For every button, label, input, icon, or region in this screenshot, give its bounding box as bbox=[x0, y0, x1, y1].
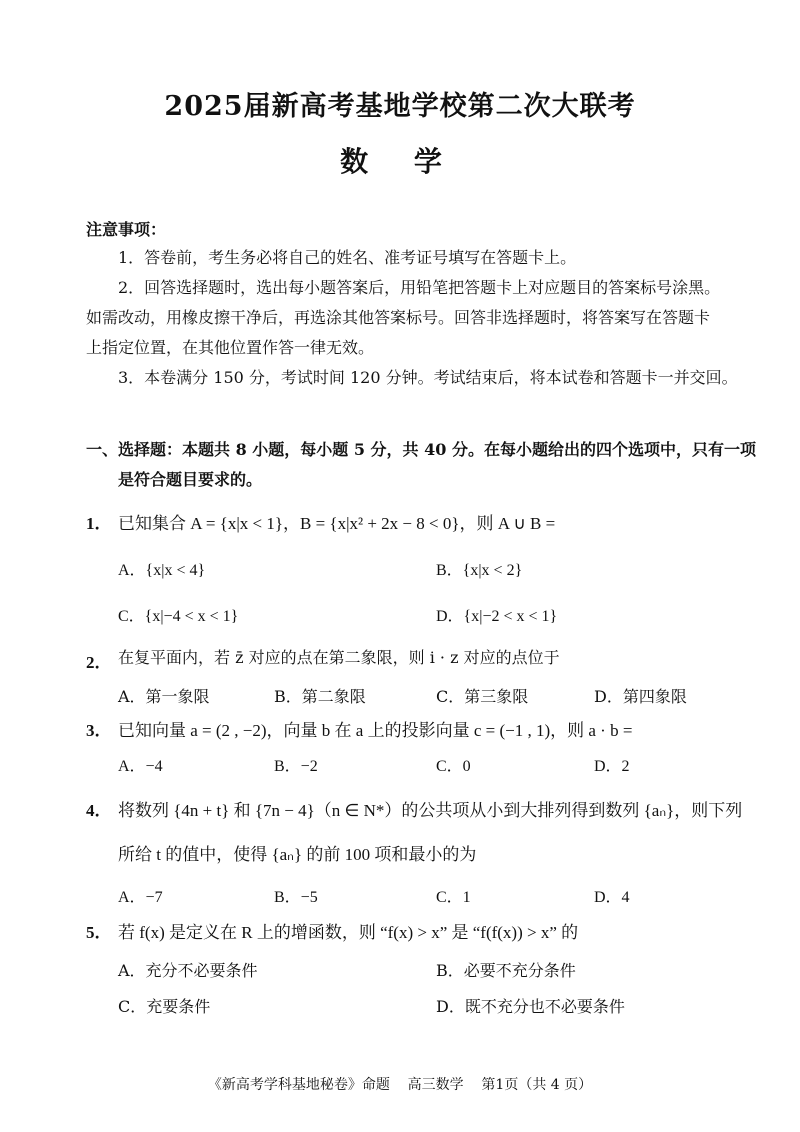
question-5-number: 5． bbox=[86, 923, 112, 942]
question-2-option-b: B．第二象限 bbox=[274, 687, 366, 706]
question-2-number: 2． bbox=[86, 653, 112, 672]
note-item-2-line-1: 2．回答选择题时，选出每小题答案后，用铅笔把答题卡上对应题目的答案标号涂黑。 bbox=[118, 278, 721, 297]
section-1-heading-line-2: 是符合题目要求的。 bbox=[118, 470, 263, 489]
question-4-option-d: D．4 bbox=[594, 889, 630, 906]
question-3-option-d: D．2 bbox=[594, 758, 630, 775]
question-2-option-a: A．第一象限 bbox=[118, 687, 210, 706]
page-footer: 《新高考学科基地秘卷》命题 高三数学 第1页（共 4 页） bbox=[207, 1077, 593, 1093]
question-4-stem-line-2: 所给 t 的值中，使得 {aₙ} 的前 100 项和最小的为 bbox=[118, 845, 477, 864]
question-3-option-a: A．−4 bbox=[118, 758, 163, 775]
question-4-number: 4． bbox=[86, 801, 112, 820]
question-3-option-b: B．−2 bbox=[274, 758, 318, 775]
question-5-option-c: C．充要条件 bbox=[118, 997, 211, 1016]
question-2-option-c: C．第三象限 bbox=[436, 687, 529, 706]
question-3-number: 3． bbox=[86, 721, 112, 740]
note-item-2-line-2: 如需改动，用橡皮擦干净后，再选涂其他答案标号。回答非选择题时，将答案写在答题卡 bbox=[86, 308, 711, 327]
section-1-heading-line-1: 一、选择题：本题共 8 小题，每小题 5 分，共 40 分。在每小题给出的四个选项中，只有一项 bbox=[86, 440, 756, 459]
question-3-stem: 已知向量 a = (2 , −2)，向量 b 在 a 上的投影向量 c = (−1 , 1)，则 a · b = bbox=[118, 721, 633, 740]
question-5-option-b: B．必要不充分条件 bbox=[436, 961, 576, 980]
question-1-option-c: C．{x|−4 < x < 1} bbox=[118, 608, 239, 625]
question-4-option-c: C．1 bbox=[436, 889, 471, 906]
note-item-1: 1．答卷前，考生务必将自己的姓名、准考证号填写在答题卡上。 bbox=[118, 248, 577, 267]
question-3-option-c: C．0 bbox=[436, 758, 471, 775]
question-5-stem: 若 f(x) 是定义在 R 上的增函数，则 “f(x) > x” 是 “f(f(x)) > x” 的 bbox=[118, 923, 579, 942]
question-5-option-a: A．充分不必要条件 bbox=[118, 961, 258, 980]
question-1-number: 1． bbox=[86, 514, 112, 533]
question-4-stem-line-1: 将数列 {4n + t} 和 {7n − 4}（n ∈ N*）的公共项从小到大排列得到数列 {aₙ}，则下列 bbox=[118, 801, 743, 820]
notes-heading: 注意事项： bbox=[86, 220, 167, 239]
note-item-3: 3．本卷满分 150 分，考试时间 120 分钟。考试结束后，将本试卷和答题卡一并交回。 bbox=[118, 368, 738, 387]
question-1-option-d: D．{x|−2 < x < 1} bbox=[436, 608, 558, 625]
question-4-option-b: B．−5 bbox=[274, 889, 318, 906]
question-2-option-d: D．第四象限 bbox=[594, 687, 687, 706]
exam-title: 2025届新高考基地学校第二次大联考 bbox=[164, 91, 636, 122]
subject-title: 数 学 bbox=[340, 145, 460, 178]
question-1-option-b: B．{x|x < 2} bbox=[436, 562, 523, 579]
question-4-option-a: A．−7 bbox=[118, 889, 163, 906]
question-1-stem: 已知集合 A = {x|x < 1}，B = {x|x² + 2x − 8 < 0}，则 A ∪ B = bbox=[118, 514, 556, 533]
question-5-option-d: D．既不充分也不必要条件 bbox=[436, 997, 625, 1016]
question-1-option-a: A．{x|x < 4} bbox=[118, 562, 206, 579]
note-item-2-line-3: 上指定位置，在其他位置作答一律无效。 bbox=[86, 338, 375, 357]
question-2-stem: 在复平面内，若 z̄ 对应的点在第二象限，则 i · z 对应的点位于 bbox=[118, 648, 560, 667]
